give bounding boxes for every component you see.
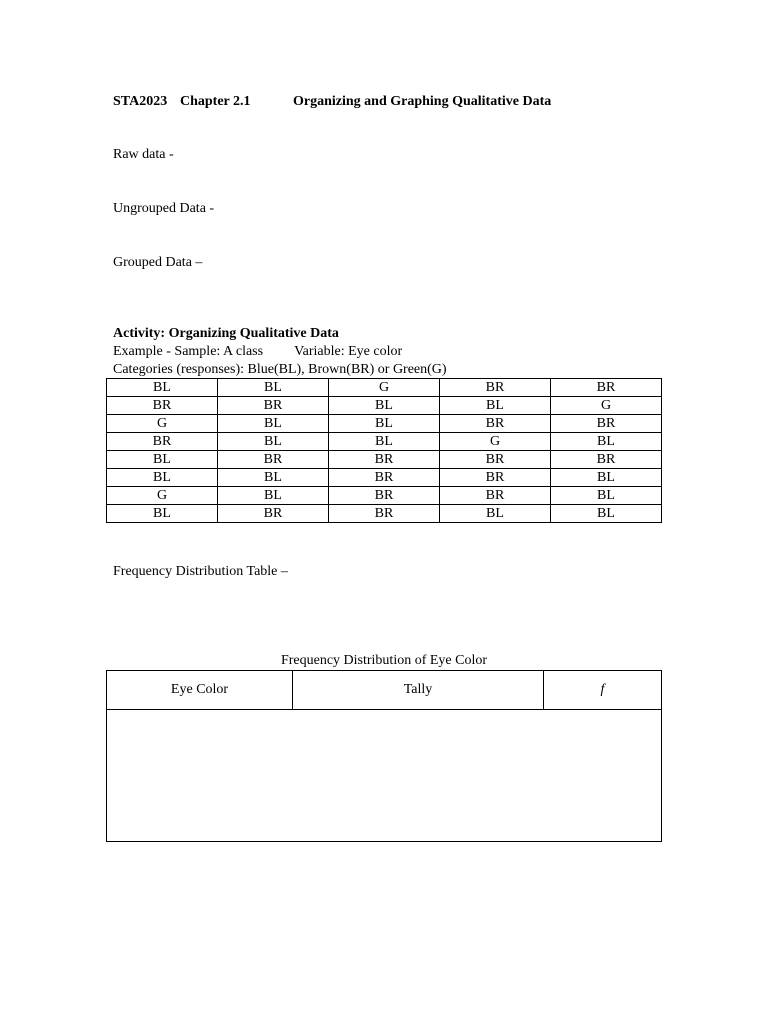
frequency-empty-cell [107,710,662,842]
table-cell: BR [218,505,329,523]
table-cell: BL [218,379,329,397]
page-title: Organizing and Graphing Qualitative Data [293,94,552,109]
table-cell: BL [218,487,329,505]
activity-title: Activity: Organizing Qualitative Data [113,326,339,341]
table-cell: BR [440,469,551,487]
table-cell: BR [551,379,662,397]
table-row [107,451,662,469]
header-eye-color: Eye Color [107,671,293,710]
table-cell: BL [218,469,329,487]
frequency-table-caption: Frequency Distribution of Eye Color [280,653,488,668]
example-line [113,344,402,360]
course-code: STA2023 [113,94,168,109]
table-cell: BL [551,487,662,505]
table-cell: BL [329,415,440,433]
document-header [113,94,551,110]
table-row [107,415,662,433]
table-cell: BL [440,505,551,523]
table-cell: BL [218,415,329,433]
table-cell: BL [440,397,551,415]
header-frequency: f [544,671,662,710]
table-cell: BL [107,505,218,523]
table-cell: BR [218,451,329,469]
table-cell: BL [329,433,440,451]
grouped-data-label: Grouped Data – [113,255,203,270]
table-cell: BL [551,505,662,523]
frequency-distribution-table [106,670,662,842]
table-cell: BR [329,505,440,523]
categories-line: Categories (responses): Blue(BL), Brown(BR) or Green(G) [113,362,447,377]
frequency-table-label: Frequency Distribution Table – [113,564,288,579]
table-cell: G [107,415,218,433]
chapter-label: Chapter 2.1 [180,94,251,109]
table-cell: BL [107,379,218,397]
table-cell: BL [551,433,662,451]
raw-data-table [106,378,662,523]
example-sample: Example - Sample: A class [113,344,264,359]
example-variable: Variable: Eye color [294,344,403,359]
table-cell: BR [107,433,218,451]
table-cell: BR [440,379,551,397]
table-cell: BL [107,469,218,487]
table-cell: BR [551,415,662,433]
table-row [107,469,662,487]
table-cell: G [329,379,440,397]
table-row [107,487,662,505]
frequency-header-row [107,671,662,710]
table-cell: G [107,487,218,505]
table-row [107,433,662,451]
table-cell: BL [551,469,662,487]
table-cell: BR [551,451,662,469]
table-cell: BL [218,433,329,451]
table-cell: BR [107,397,218,415]
table-cell: BR [440,451,551,469]
table-row [107,505,662,523]
table-cell: BR [218,397,329,415]
table-cell: BL [329,397,440,415]
table-cell: BL [107,451,218,469]
table-cell: BR [329,469,440,487]
table-cell: G [440,433,551,451]
table-cell: G [551,397,662,415]
ungrouped-data-label: Ungrouped Data - [113,201,215,216]
table-row [107,397,662,415]
frequency-body-row [107,710,662,842]
header-tally: Tally [293,671,544,710]
table-row [107,379,662,397]
table-cell: BR [329,451,440,469]
table-cell: BR [440,487,551,505]
table-cell: BR [440,415,551,433]
table-cell: BR [329,487,440,505]
raw-data-label: Raw data - [113,147,174,162]
